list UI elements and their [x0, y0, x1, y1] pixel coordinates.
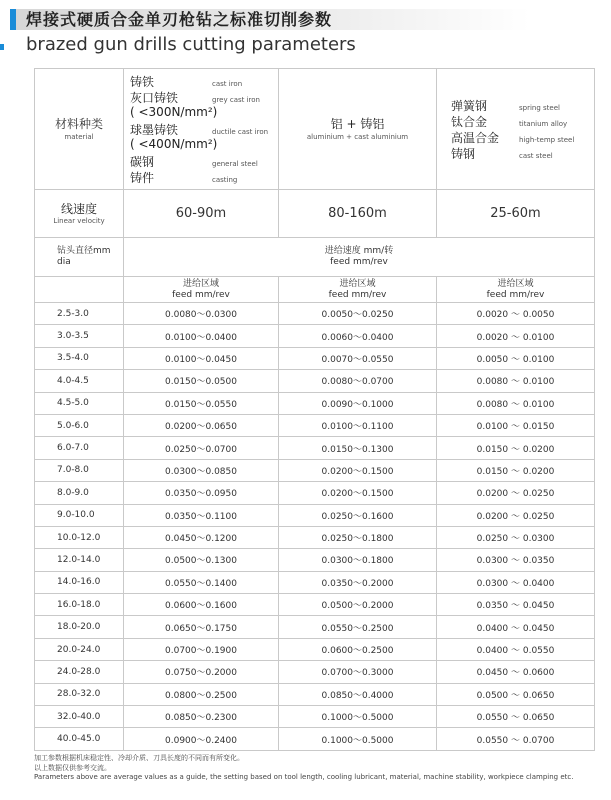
feed-aluminium-cell: 0.0250～0.1600 — [279, 504, 437, 526]
page-title-en: brazed gun drills cutting parameters — [26, 34, 356, 55]
feed-aluminium-cell: 0.0300～0.1800 — [279, 549, 437, 571]
feed-aluminium-cell: 0.0100～0.1100 — [279, 414, 437, 436]
material-group1-item — [130, 169, 278, 185]
material-group1-item-en: grey cast iron — [212, 96, 260, 104]
material-aluminium-cn: 铝 + 铸铝 — [330, 116, 385, 131]
feed-cast-iron-cell: 0.0900～0.2400 — [124, 728, 279, 750]
feed-label-cn: 进给速度 mm/转 — [324, 246, 394, 256]
zone-label-cn: 进给区域 — [339, 278, 376, 289]
dia-cell: 2.5-3.0 — [35, 303, 124, 325]
material-group1-item-en: casting — [212, 176, 238, 184]
dia-cell: 5.0-6.0 — [35, 414, 124, 436]
feed-spring-steel-cell: 0.0300 ～ 0.0400 — [437, 571, 595, 593]
material-group3-item-en: high-temp steel — [519, 136, 575, 144]
title-accent-bar — [10, 9, 16, 30]
material-group1-item — [130, 137, 278, 153]
feed-spring-steel-cell: 0.0020 ～ 0.0050 — [437, 303, 595, 325]
table-row — [35, 303, 595, 325]
material-group-iron-steel — [124, 69, 279, 190]
material-group1-item — [130, 73, 278, 89]
material-group1-item-cn: ( <300N/mm²) — [130, 105, 218, 119]
dia-cell: 40.0-45.0 — [35, 728, 124, 750]
material-group1-item-en: cast iron — [212, 80, 243, 88]
dia-cell: 7.0-8.0 — [35, 459, 124, 481]
speed-value-1: 60-90m — [124, 190, 279, 238]
dia-cell: 20.0-24.0 — [35, 638, 124, 660]
table-row — [35, 549, 595, 571]
dia-cell: 14.0-16.0 — [35, 571, 124, 593]
feed-aluminium-cell: 0.0200～0.1500 — [279, 459, 437, 481]
feed-cast-iron-cell: 0.0700～0.1900 — [124, 638, 279, 660]
feed-cast-iron-cell: 0.0500～0.1300 — [124, 549, 279, 571]
feed-cast-iron-cell: 0.0450～0.1200 — [124, 526, 279, 548]
feed-aluminium-cell: 0.0700～0.3000 — [279, 661, 437, 683]
footer-note-cn-1: 加工参数根据机床稳定性、冷却介质、刀具长度的不同而有所变化。 — [34, 754, 244, 762]
material-group1-item — [130, 89, 278, 105]
speed-label-en: Linear velocity — [53, 216, 105, 225]
table-row — [35, 571, 595, 593]
material-label-cell — [35, 69, 124, 190]
zone-label-en: feed mm/rev — [172, 289, 230, 300]
table-row — [35, 616, 595, 638]
feed-cast-iron-cell: 0.0100～0.0450 — [124, 347, 279, 369]
cutting-parameters-table — [34, 68, 595, 751]
table-row — [35, 347, 595, 369]
table-row — [35, 392, 595, 414]
feed-aluminium-cell: 0.0200～0.1500 — [279, 482, 437, 504]
footer-note-cn-2: 以上数据仅供参考交流。 — [34, 763, 111, 772]
material-group1-item — [130, 105, 278, 121]
dia-cell: 12.0-14.0 — [35, 549, 124, 571]
material-group3-item — [451, 129, 594, 145]
feed-cast-iron-cell: 0.0350～0.1100 — [124, 504, 279, 526]
zone-label-cell-2 — [279, 277, 437, 303]
table-row — [35, 370, 595, 392]
material-group1-item — [130, 153, 278, 169]
feed-spring-steel-cell: 0.0080 ～ 0.0100 — [437, 392, 595, 414]
feed-spring-steel-cell: 0.0080 ～ 0.0100 — [437, 370, 595, 392]
material-group3-item-en: cast steel — [519, 152, 553, 160]
feed-cast-iron-cell: 0.0100～0.0400 — [124, 325, 279, 347]
feed-spring-steel-cell: 0.0300 ～ 0.0350 — [437, 549, 595, 571]
material-group3-item — [451, 145, 594, 161]
feed-spring-steel-cell: 0.0200 ～ 0.0250 — [437, 504, 595, 526]
feed-spring-steel-cell: 0.0400 ～ 0.0450 — [437, 616, 595, 638]
feed-cast-iron-cell: 0.0300～0.0850 — [124, 459, 279, 481]
feed-spring-steel-cell: 0.0100 ～ 0.0150 — [437, 414, 595, 436]
table-row — [35, 504, 595, 526]
table-row — [35, 594, 595, 616]
material-aluminium-en: aluminium + cast aluminium — [306, 132, 409, 141]
speed-value-2: 80-160m — [279, 190, 437, 238]
feed-cast-iron-cell: 0.0250～0.0700 — [124, 437, 279, 459]
material-group1-item-cn: 铸铁 — [130, 75, 155, 89]
feed-spring-steel-cell: 0.0250 ～ 0.0300 — [437, 526, 595, 548]
material-group1-item — [130, 121, 278, 137]
table-row — [35, 661, 595, 683]
zone-label-en: feed mm/rev — [328, 289, 387, 300]
feed-label-en: feed mm/rev — [330, 257, 388, 267]
feed-zone-row — [35, 277, 595, 303]
feed-spring-steel-cell: 0.0150 ～ 0.0200 — [437, 459, 595, 481]
feed-cast-iron-cell: 0.0750～0.2000 — [124, 661, 279, 683]
feed-spring-steel-cell: 0.0400 ～ 0.0550 — [437, 638, 595, 660]
material-group1-item-en: general steel — [212, 160, 258, 168]
table-row — [35, 459, 595, 481]
dia-cell: 4.5-5.0 — [35, 392, 124, 414]
material-group3-item-cn: 铸钢 — [451, 147, 476, 161]
feed-cast-iron-cell: 0.0150～0.0500 — [124, 370, 279, 392]
speed-value-3: 25-60m — [437, 190, 595, 238]
material-group3-item-cn: 钛合金 — [451, 115, 488, 129]
dia-label-cell — [35, 238, 124, 277]
feed-spring-steel-cell: 0.0550 ～ 0.0700 — [437, 728, 595, 750]
table-row — [35, 638, 595, 660]
feed-spring-steel-cell: 0.0550 ～ 0.0650 — [437, 706, 595, 728]
material-group3-item-cn: 弹簧钢 — [451, 99, 488, 113]
feed-aluminium-cell: 0.0350～0.2000 — [279, 571, 437, 593]
feed-cast-iron-cell: 0.0080～0.0300 — [124, 303, 279, 325]
dia-label-cn: 钻头直径mm — [57, 246, 111, 256]
table-row — [35, 325, 595, 347]
table-row — [35, 482, 595, 504]
table-row — [35, 683, 595, 705]
feed-spring-steel-cell: 0.0020 ～ 0.0100 — [437, 325, 595, 347]
zone-empty-cell — [35, 277, 124, 303]
material-group3-item-en: spring steel — [519, 104, 560, 112]
zone-label-cn: 进给区域 — [497, 278, 534, 289]
material-group3-item-cn: 高温合金 — [451, 131, 500, 145]
feed-cast-iron-cell: 0.0600～0.1600 — [124, 594, 279, 616]
feed-aluminium-cell: 0.0060～0.0400 — [279, 325, 437, 347]
material-group-aluminium — [279, 69, 437, 190]
feed-aluminium-cell: 0.1000～0.5000 — [279, 728, 437, 750]
speed-label-cn: 线速度 — [60, 201, 97, 216]
feed-spring-steel-cell: 0.0450 ～ 0.0600 — [437, 661, 595, 683]
zone-label-en: feed mm/rev — [486, 289, 545, 300]
feed-spring-steel-cell: 0.0200 ～ 0.0250 — [437, 482, 595, 504]
dia-cell: 16.0-18.0 — [35, 594, 124, 616]
feed-aluminium-cell: 0.0080～0.0700 — [279, 370, 437, 392]
footer-notes — [34, 754, 604, 783]
material-group1-item-cn: ( <400N/mm²) — [130, 137, 218, 151]
feed-aluminium-cell: 0.0090～0.1000 — [279, 392, 437, 414]
material-group3-item — [451, 113, 594, 129]
material-group1-item-cn: 铸件 — [130, 171, 155, 185]
material-group3-item — [451, 97, 594, 113]
feed-cast-iron-cell: 0.0150～0.0550 — [124, 392, 279, 414]
table-row — [35, 706, 595, 728]
zone-label-cell-1 — [124, 277, 279, 303]
page-title-cn: 焊接式硬质合金单刃枪钻之标准切削参数 — [26, 10, 333, 29]
feed-cast-iron-cell: 0.0350～0.0950 — [124, 482, 279, 504]
feed-label-cell — [124, 238, 595, 277]
feed-aluminium-cell: 0.0500～0.2000 — [279, 594, 437, 616]
dia-cell: 18.0-20.0 — [35, 616, 124, 638]
dia-cell: 4.0-4.5 — [35, 370, 124, 392]
feed-spring-steel-cell: 0.0350 ～ 0.0450 — [437, 594, 595, 616]
material-group1-item-en: ductile cast iron — [212, 128, 269, 136]
dia-cell: 9.0-10.0 — [35, 504, 124, 526]
feed-aluminium-cell: 0.0250～0.1800 — [279, 526, 437, 548]
dia-cell: 24.0-28.0 — [35, 661, 124, 683]
dia-cell: 8.0-9.0 — [35, 482, 124, 504]
feed-aluminium-cell: 0.0550～0.2500 — [279, 616, 437, 638]
footer-note-en: Parameters above are average values as a guide, the setting based on tool length, cooling lubricant, material, machine stability, workpiece clamping etc. — [34, 773, 574, 781]
material-group-spring-titanium — [437, 69, 595, 190]
feed-aluminium-cell: 0.0070～0.0550 — [279, 347, 437, 369]
material-group1-item-cn: 碳钢 — [130, 155, 155, 169]
dia-cell: 3.5-4.0 — [35, 347, 124, 369]
zone-label-cn: 进给区域 — [182, 278, 219, 289]
feed-aluminium-cell: 0.0050～0.0250 — [279, 303, 437, 325]
side-accent-mark — [0, 44, 4, 50]
material-group1-item-cn: 灰口铸铁 — [130, 91, 179, 105]
table-row — [35, 526, 595, 548]
feed-header-row — [35, 238, 595, 277]
feed-cast-iron-cell: 0.0800～0.2500 — [124, 683, 279, 705]
table-row — [35, 728, 595, 750]
dia-cell: 3.0-3.5 — [35, 325, 124, 347]
material-label-en: material — [64, 132, 94, 141]
material-label-cn: 材料种类 — [54, 116, 103, 131]
dia-cell: 32.0-40.0 — [35, 706, 124, 728]
feed-cast-iron-cell: 0.0650～0.1750 — [124, 616, 279, 638]
feed-aluminium-cell: 0.0600～0.2500 — [279, 638, 437, 660]
dia-label-en: dia — [57, 257, 71, 267]
feed-cast-iron-cell: 0.0850～0.2300 — [124, 706, 279, 728]
feed-aluminium-cell: 0.0150～0.1300 — [279, 437, 437, 459]
dia-cell: 6.0-7.0 — [35, 437, 124, 459]
feed-aluminium-cell: 0.1000～0.5000 — [279, 706, 437, 728]
material-group3-item-en: titanium alloy — [519, 120, 568, 128]
material-row — [35, 69, 595, 190]
feed-cast-iron-cell: 0.0550～0.1400 — [124, 571, 279, 593]
table-row — [35, 437, 595, 459]
feed-cast-iron-cell: 0.0200～0.0650 — [124, 414, 279, 436]
linear-velocity-row — [35, 190, 595, 238]
feed-spring-steel-cell: 0.0150 ～ 0.0200 — [437, 437, 595, 459]
dia-cell: 28.0-32.0 — [35, 683, 124, 705]
dia-cell: 10.0-12.0 — [35, 526, 124, 548]
material-group1-item-cn: 球墨铸铁 — [130, 123, 179, 137]
feed-spring-steel-cell: 0.0500 ～ 0.0650 — [437, 683, 595, 705]
table-row — [35, 414, 595, 436]
feed-spring-steel-cell: 0.0050 ～ 0.0100 — [437, 347, 595, 369]
zone-label-cell-3 — [437, 277, 595, 303]
speed-label-cell — [35, 190, 124, 238]
feed-aluminium-cell: 0.0850～0.4000 — [279, 683, 437, 705]
